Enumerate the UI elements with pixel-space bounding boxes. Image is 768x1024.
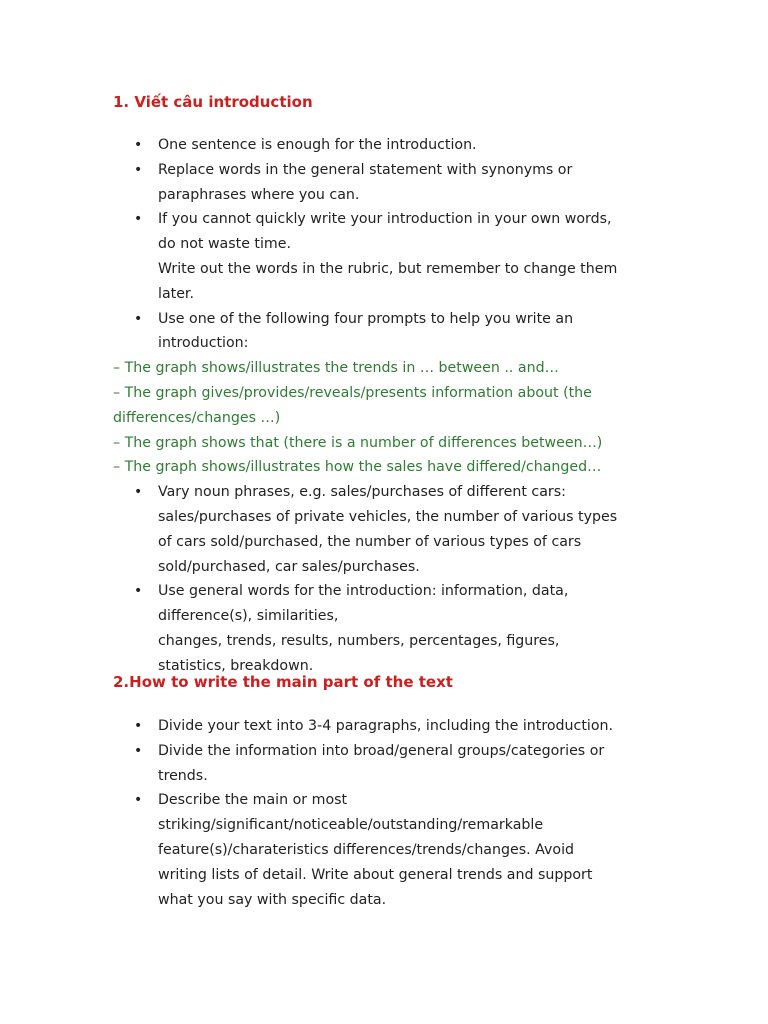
bullet-icon: • [134,211,143,228]
list-item-text: of cars sold/purchased, the number of various types of cars [158,533,582,550]
list-item [0,579,658,678]
bullet-icon: • [134,137,143,153]
list-item-text: difference(s), similarities, [158,608,339,625]
list-item-text: Use one of the following four prompts to help you write an [158,310,574,327]
list-item-text: trends. [158,767,208,784]
list-item-text: statistics, breakdown. [158,657,314,674]
bullet-icon: • [134,161,143,178]
list-item-text: feature(s)/charateristics differences/trends/changes. Avoid [158,841,575,858]
list-item [0,714,658,739]
list-item [0,788,658,912]
list-item [0,158,658,208]
bullet-icon: • [134,484,143,501]
list-item [0,133,658,158]
list-item-text: Divide the information into broad/general groups/categories or [158,742,605,759]
prompt-line: differences/changes …) [113,409,281,426]
section-1-list [0,133,768,679]
section-1-heading: 1. Viết câu introduction [113,93,313,111]
bullet-icon: • [134,583,143,600]
list-item [0,739,658,789]
list-item [0,207,658,306]
list-item-text: later. [158,285,194,302]
prompt-line: – The graph gives/provides/reveals/presents information about (the [113,384,592,401]
list-item-text: sales/purchases of private vehicles, the number of various types [158,508,618,525]
list-item-text: introduction: [158,335,249,352]
list-item-text: sold/purchased, car sales/purchases. [158,558,420,575]
list-item [0,307,658,357]
section-2-list [0,714,768,912]
list-item-text: striking/significant/noticeable/outstanding/remarkable [158,817,544,834]
list-item-text: Replace words in the general statement with synonyms or [158,161,573,178]
list-item-text: changes, trends, results, numbers, percentages, figures, [158,632,560,649]
prompt-line: – The graph shows that (there is a number of differences between…) [113,434,603,451]
bullet-icon: • [134,742,143,759]
list-item-text: One sentence is enough for the introduction. [158,137,477,153]
bullet-icon: • [134,310,143,327]
list-item-text: Use general words for the introduction: information, data, [158,583,569,600]
list-item-text: do not waste time. [158,236,291,253]
list-item-text: Write out the words in the rubric, but remember to change them [158,260,618,277]
prompt-line: – The graph shows/illustrates how the sales have differed/changed… [113,459,602,476]
list-item-text: paraphrases where you can. [158,186,360,203]
bullet-icon: • [134,792,143,809]
list-item-text: Divide your text into 3-4 paragraphs, including the introduction. [158,718,614,734]
list-item-text: what you say with specific data. [158,891,387,908]
list-item-text: If you cannot quickly write your introduction in your own words, [158,211,612,228]
prompt-line: – The graph shows/illustrates the trends in … between .. and… [113,360,559,377]
list-item-text: Vary noun phrases, e.g. sales/purchases of different cars: [158,484,566,501]
list-item-text: Describe the main or most [158,792,348,809]
list-item [0,480,658,579]
list-item-text: writing lists of detail. Write about general trends and support [158,866,593,883]
section-2-heading: 2.How to write the main part of the text [113,673,453,691]
bullet-icon: • [134,718,143,734]
